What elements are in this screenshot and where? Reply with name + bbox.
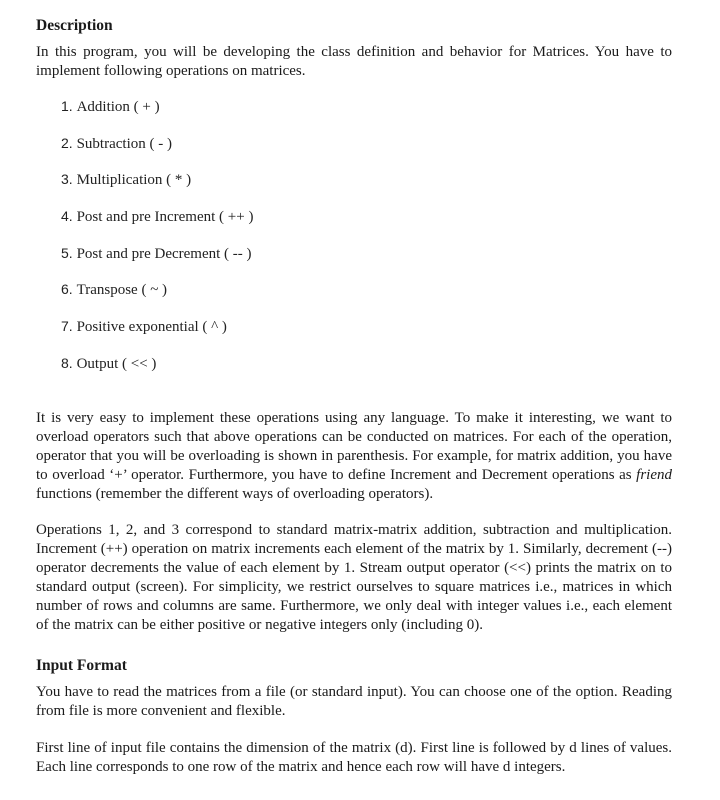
- list-item: 3. Multiplication ( * ): [61, 171, 192, 189]
- operations-detail-paragraph: Operations 1, 2, and 3 correspond to standard matrix-matrix addition, subtraction and multiplication. Increment (++) operation on matrix increments each element of the matrix by 1. Similarly, decrement (--) operator decrements the value of each element by 1. Stream output operator (<<) prints the matrix on to standard output (screen). For simplicity, we restrict ourselves to square matrices i.e., matrices in which number of rows and columns are same. Furthermore, we only deal with integer values i.e., each element of the matrix can be either positive or negative integers only (including 0).: [36, 521, 672, 633]
- description-intro: In this program, you will be developing the class definition and behavior for Matrices. You have to implement following operations on matrices.: [36, 44, 672, 79]
- input-format-paragraph-2: First line of input file contains the dimension of the matrix (d). First line is followed by d lines of values. Each line corresponds to one row of the matrix and hence each row will have d integers.: [36, 739, 672, 775]
- input-format-heading: Input Format: [36, 656, 127, 674]
- document-page: [36, 16, 672, 777]
- input-format-paragraph-1: You have to read the matrices from a file (or standard input). You can choose one of the option. Reading from file is more convenient and flexible.: [36, 683, 672, 719]
- list-item: 8. Output ( << ): [61, 354, 157, 372]
- description-heading: Description: [36, 17, 113, 34]
- list-item: 1. Addition ( + ): [61, 98, 160, 115]
- list-item: 5. Post and pre Decrement ( -- ): [61, 244, 252, 262]
- overloading-paragraph: It is very easy to implement these operations using any language. To make it interesting, we want to overload operators such that above operations can be conducted on matrices. For each of the operation, operator that you will be overloading is shown in parenthesis. For example, for matrix addition, you have to overload ‘+’ operator. Furthermore, you have to define Increment and Decrement operations as friend functions (remember the different ways of overloading operators).: [36, 409, 672, 502]
- friend-emphasis: friend: [636, 466, 672, 483]
- list-item: 7. Positive exponential ( ^ ): [61, 318, 227, 336]
- list-item: 2. Subtraction ( - ): [61, 134, 172, 152]
- list-item: 4. Post and pre Increment ( ++ ): [61, 208, 254, 226]
- list-item: 6. Transpose ( ~ ): [61, 281, 168, 299]
- operations-list: [36, 97, 672, 391]
